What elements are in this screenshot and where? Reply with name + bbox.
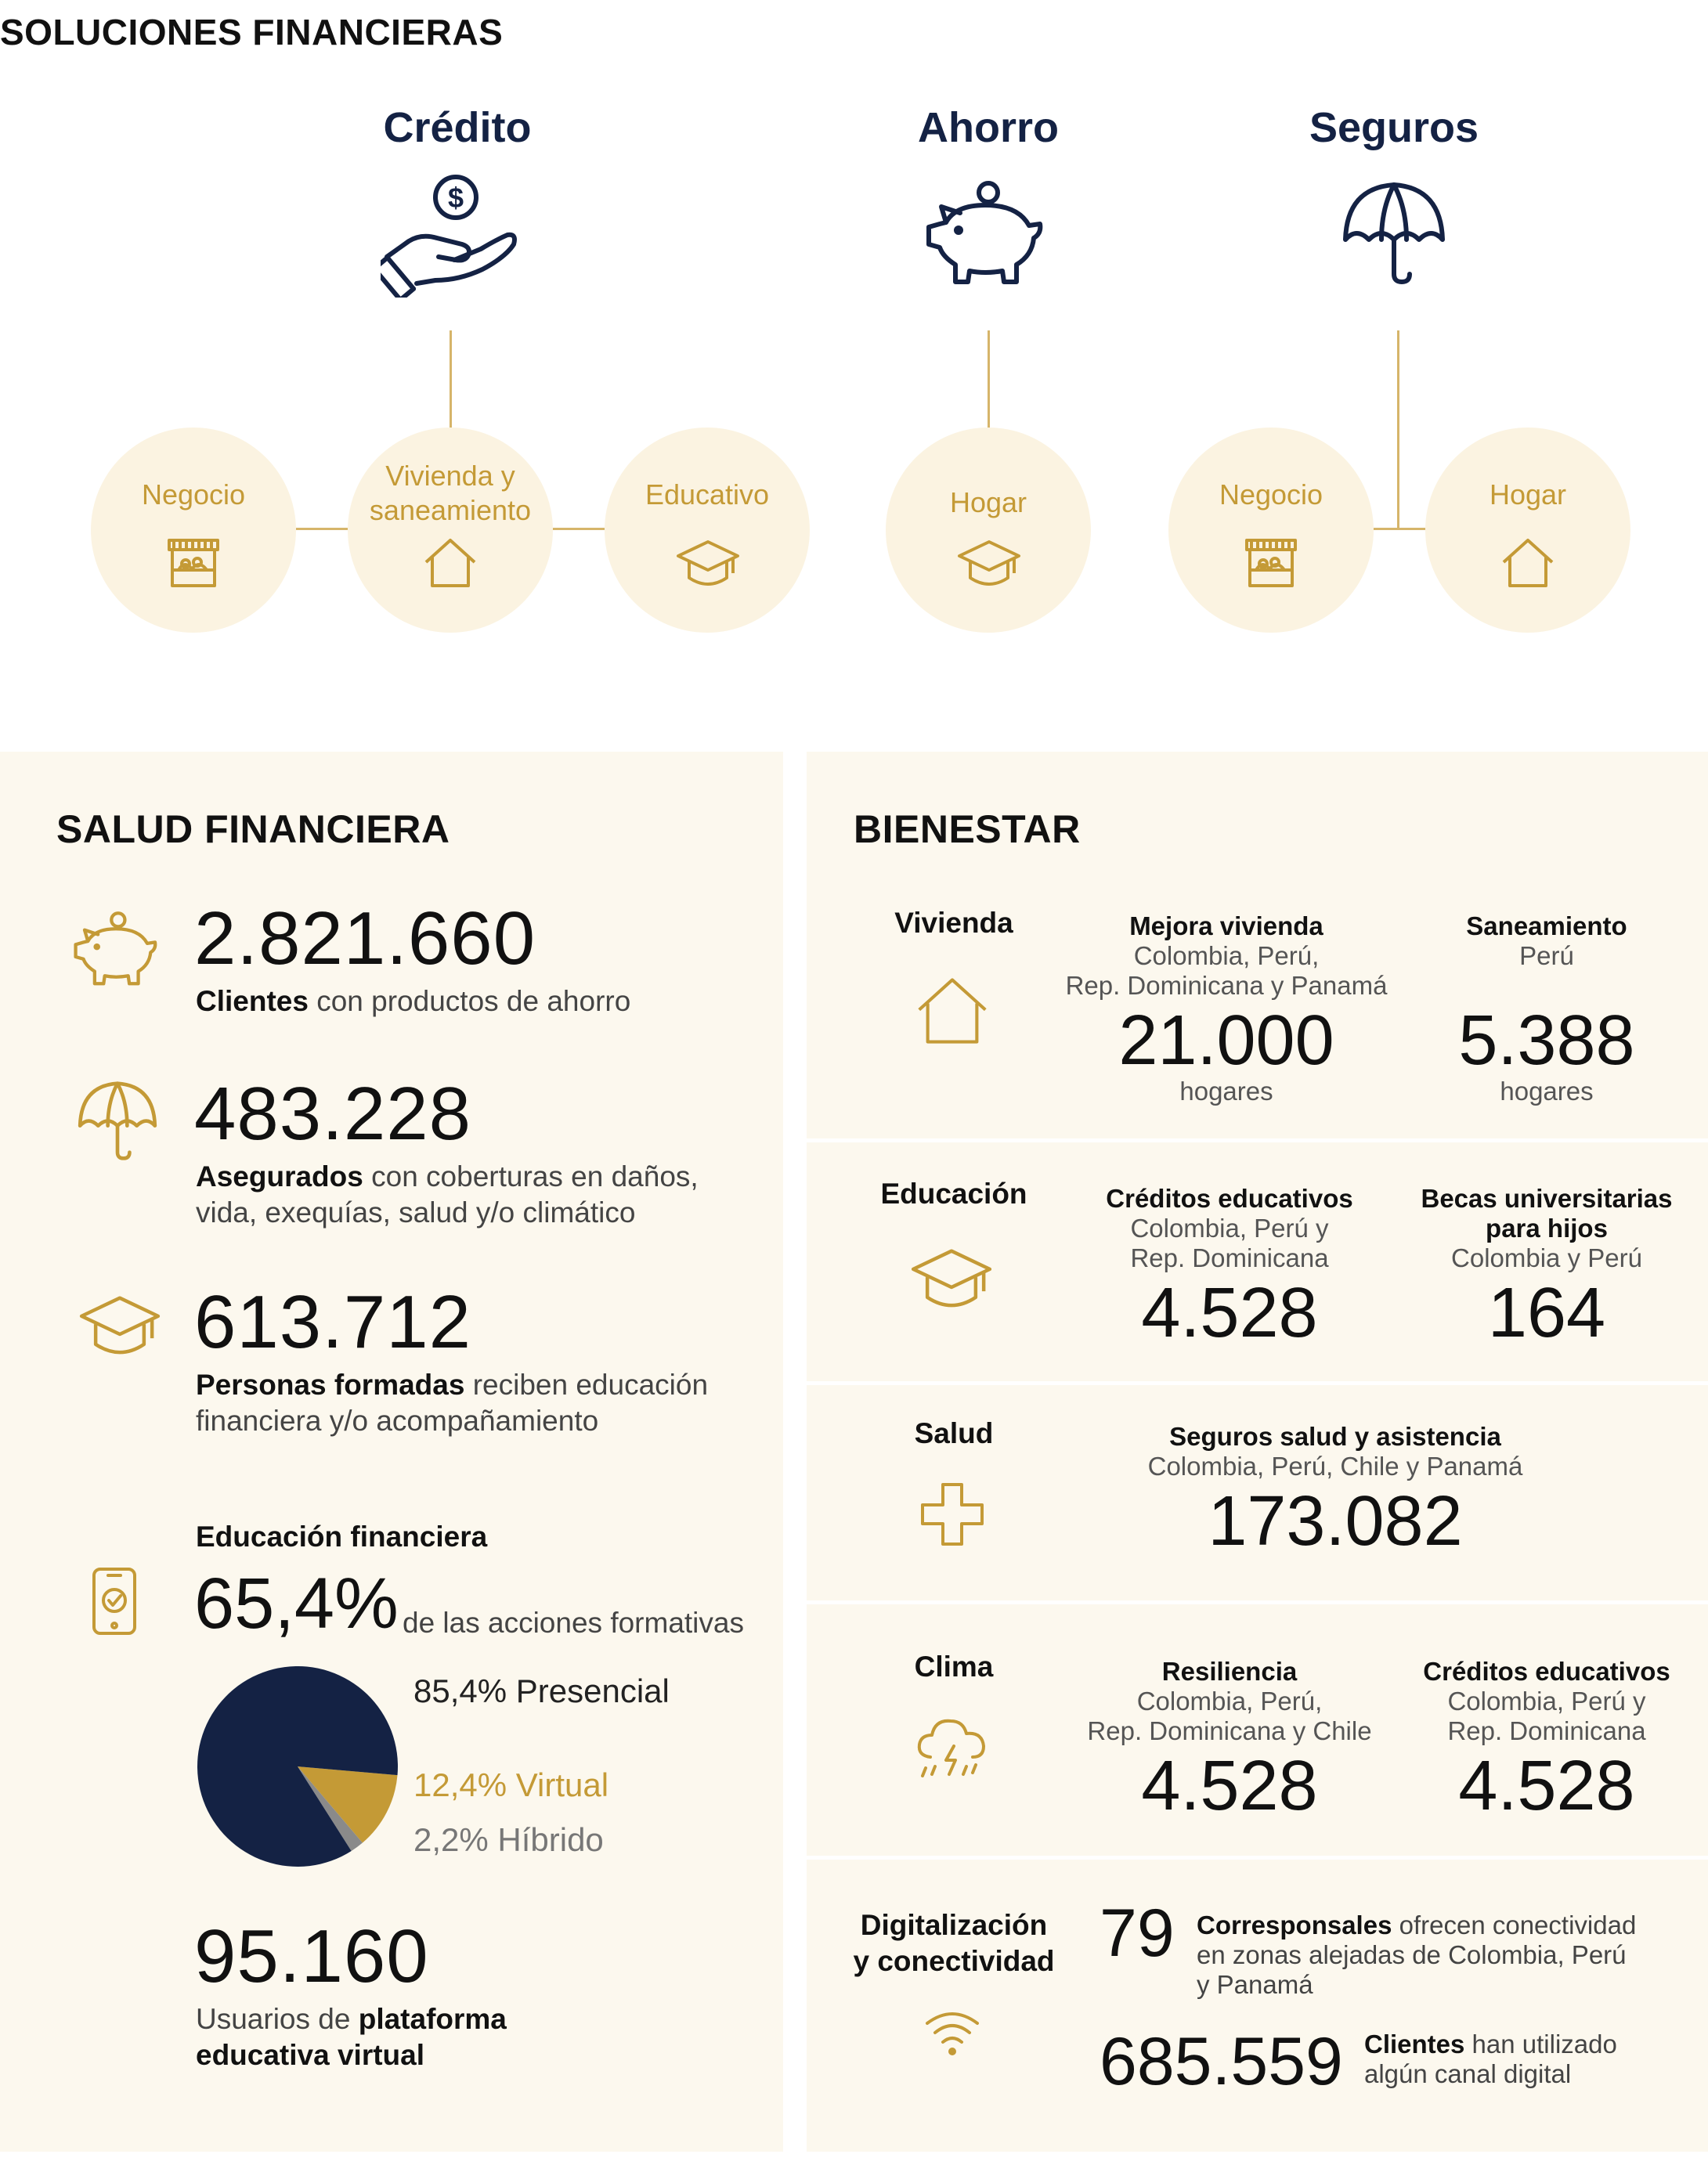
legend-virtual: 12,4% Virtual: [413, 1766, 609, 1803]
metric-personas-desc: Personas formadas reciben educación financiera y/o acompañamiento: [196, 1369, 709, 1437]
connector-line: [1374, 528, 1425, 530]
product-circle-negocio-seguros: [1168, 428, 1374, 633]
desc-bold: Clientes: [1364, 2030, 1465, 2059]
col-num: 5.388: [1458, 1001, 1635, 1080]
legend-hibrido: 2,2% Híbrido: [413, 1821, 604, 1858]
edu-pie-chart: [196, 1665, 399, 1868]
piggy-bank-icon: [69, 910, 163, 988]
col-num: 173.082: [1208, 1482, 1463, 1561]
desc-text: en zonas alejadas de Colombia, Perú: [1197, 1940, 1627, 1969]
col-sub: Colombia, Perú y: [1130, 1214, 1329, 1243]
col-head: Saneamiento: [1466, 911, 1627, 940]
metric-plataforma-desc: Usuarios de plataforma educativa virtual: [196, 2003, 507, 2071]
storm-cloud-icon: [915, 1712, 990, 1787]
svg-text:$: $: [447, 182, 464, 214]
shop-icon: [1244, 537, 1298, 589]
col-sub: Colombia, Perú,: [1133, 941, 1320, 970]
col-sub: Rep. Dominicana y Chile: [1087, 1716, 1372, 1745]
house-icon: [915, 976, 990, 1046]
category-credito-title: Crédito: [383, 104, 532, 151]
col-unit: hogares: [1179, 1077, 1273, 1106]
desc-text: y Panamá: [1197, 1970, 1313, 1999]
edu-financiera-heading: Educación financiera: [196, 1521, 488, 1553]
desc-text: han utilizado: [1464, 2030, 1617, 2059]
metric-clientes-ahorro: 2.821.660: [194, 897, 536, 980]
shop-icon: [166, 537, 221, 589]
product-circle-negocio: [91, 428, 296, 633]
plus-cross-icon: [919, 1481, 985, 1547]
clima-creditos-block: [1410, 1657, 1684, 1827]
product-circle-hogar: [886, 428, 1091, 633]
col-sub: Perú: [1519, 941, 1574, 970]
col-num: 164: [1487, 1274, 1606, 1352]
col-sub: Rep. Dominicana y Panamá: [1065, 971, 1388, 1000]
vivienda-saneamiento-block: [1433, 911, 1660, 1106]
row-label-educacion: Educación: [880, 1178, 1027, 1210]
educacion-creditos-block: [1073, 1184, 1386, 1354]
col-head: Créditos educativos: [1106, 1184, 1353, 1213]
house-icon: [1500, 537, 1555, 589]
legend-presencial: 85,4% Presencial: [413, 1672, 670, 1709]
connector-line: [450, 330, 452, 429]
product-circle-educativo: [605, 428, 810, 633]
page-title: SOLUCIONES FINANCIERAS: [0, 12, 504, 52]
metric-asegurados-desc: Asegurados con coberturas en daños, vida, exequías, salud y/o climático: [196, 1160, 699, 1229]
category-ahorro-title: Ahorro: [918, 104, 1059, 151]
hand-coin-icon: [381, 172, 522, 298]
product-circle-hogar-seguros: [1425, 428, 1630, 633]
phone-check-icon: [91, 1566, 138, 1636]
col-num: 4.528: [1141, 1274, 1318, 1352]
metric-clientes-digital: 685.559: [1100, 2024, 1343, 2099]
col-head: Seguros salud y asistencia: [1169, 1422, 1501, 1451]
row-label-clima: Clima: [914, 1651, 994, 1683]
edu-percent-text: de las acciones formativas: [403, 1607, 744, 1639]
umbrella-icon: [75, 1077, 160, 1162]
row-divider: [807, 1856, 1708, 1860]
umbrella-icon: [1339, 177, 1449, 287]
graduation-cap-icon: [675, 537, 741, 592]
metric-clientes-digital-desc: [1364, 2030, 1677, 2089]
col-num: 21.000: [1118, 1001, 1334, 1080]
row-divider: [807, 1600, 1708, 1604]
edu-percent: 65,4%: [194, 1564, 399, 1644]
educacion-becas-block: [1410, 1184, 1684, 1354]
product-label: Negocio: [141, 478, 246, 511]
wifi-icon: [924, 2009, 980, 2056]
connector-line: [1397, 330, 1399, 529]
row-label-line: y conectividad: [853, 1945, 1055, 1977]
product-label: Educativo: [645, 478, 770, 511]
metric-personas-formadas: 613.712: [194, 1280, 472, 1364]
product-label: Vivienda y saneamiento: [369, 460, 532, 526]
row-divider: [807, 1138, 1708, 1142]
col-head: Resiliencia: [1161, 1657, 1298, 1686]
connector-line: [553, 528, 605, 530]
col-head: Becas universitarias: [1421, 1184, 1673, 1213]
col-sub: Rep. Dominicana: [1447, 1716, 1646, 1745]
col-head: Créditos educativos: [1423, 1657, 1670, 1686]
vivienda-mejora-block: [1054, 911, 1399, 1106]
desc-bold: Corresponsales: [1197, 1911, 1392, 1939]
product-label: Hogar: [1489, 478, 1567, 511]
connector-line: [988, 330, 990, 429]
col-unit: hogares: [1500, 1077, 1594, 1106]
salud-financiera-title: SALUD FINANCIERA: [56, 807, 450, 851]
col-sub: Colombia, Perú,: [1136, 1687, 1323, 1716]
clima-resiliencia-block: [1073, 1657, 1386, 1827]
metric-clientes-desc: Clientes con productos de ahorro: [196, 985, 631, 1017]
graduation-cap-icon: [956, 537, 1022, 592]
col-sub: Colombia y Perú: [1451, 1243, 1642, 1272]
product-label: Hogar: [949, 486, 1027, 518]
connector-line: [296, 528, 348, 530]
col-head: Mejora vivienda: [1129, 911, 1323, 940]
product-circle-vivienda: [348, 428, 553, 633]
graduation-cap-icon: [908, 1245, 995, 1315]
row-label-salud: Salud: [914, 1417, 994, 1449]
salud-seguros-block: [1112, 1422, 1558, 1562]
row-label-vivienda: Vivienda: [894, 907, 1013, 939]
metric-corresponsales: 79: [1100, 1896, 1175, 1971]
product-label: Negocio: [1219, 478, 1323, 511]
row-divider: [807, 1381, 1708, 1385]
metric-corresponsales-desc: [1197, 1911, 1682, 2000]
desc-text: ofrecen conectividad: [1392, 1911, 1637, 1939]
graduation-cap-icon: [77, 1292, 163, 1362]
piggy-bank-icon: [923, 179, 1048, 288]
col-sub: Rep. Dominicana: [1130, 1243, 1329, 1272]
row-label-digitalizacion: [844, 1907, 1063, 1979]
col-sub: Colombia, Perú, Chile y Panamá: [1147, 1452, 1523, 1481]
house-icon: [423, 537, 478, 589]
desc-text: algún canal digital: [1364, 2059, 1572, 2088]
col-num: 4.528: [1141, 1747, 1318, 1825]
col-head: para hijos: [1486, 1214, 1608, 1243]
metric-usuarios-plataforma: 95.160: [194, 1914, 429, 1998]
category-seguros-title: Seguros: [1309, 104, 1479, 151]
bienestar-title: BIENESTAR: [854, 807, 1081, 851]
col-num: 4.528: [1458, 1747, 1635, 1825]
metric-asegurados: 483.228: [194, 1072, 472, 1156]
row-label-line: Digitalización: [860, 1909, 1048, 1941]
col-sub: Colombia, Perú y: [1447, 1687, 1646, 1716]
